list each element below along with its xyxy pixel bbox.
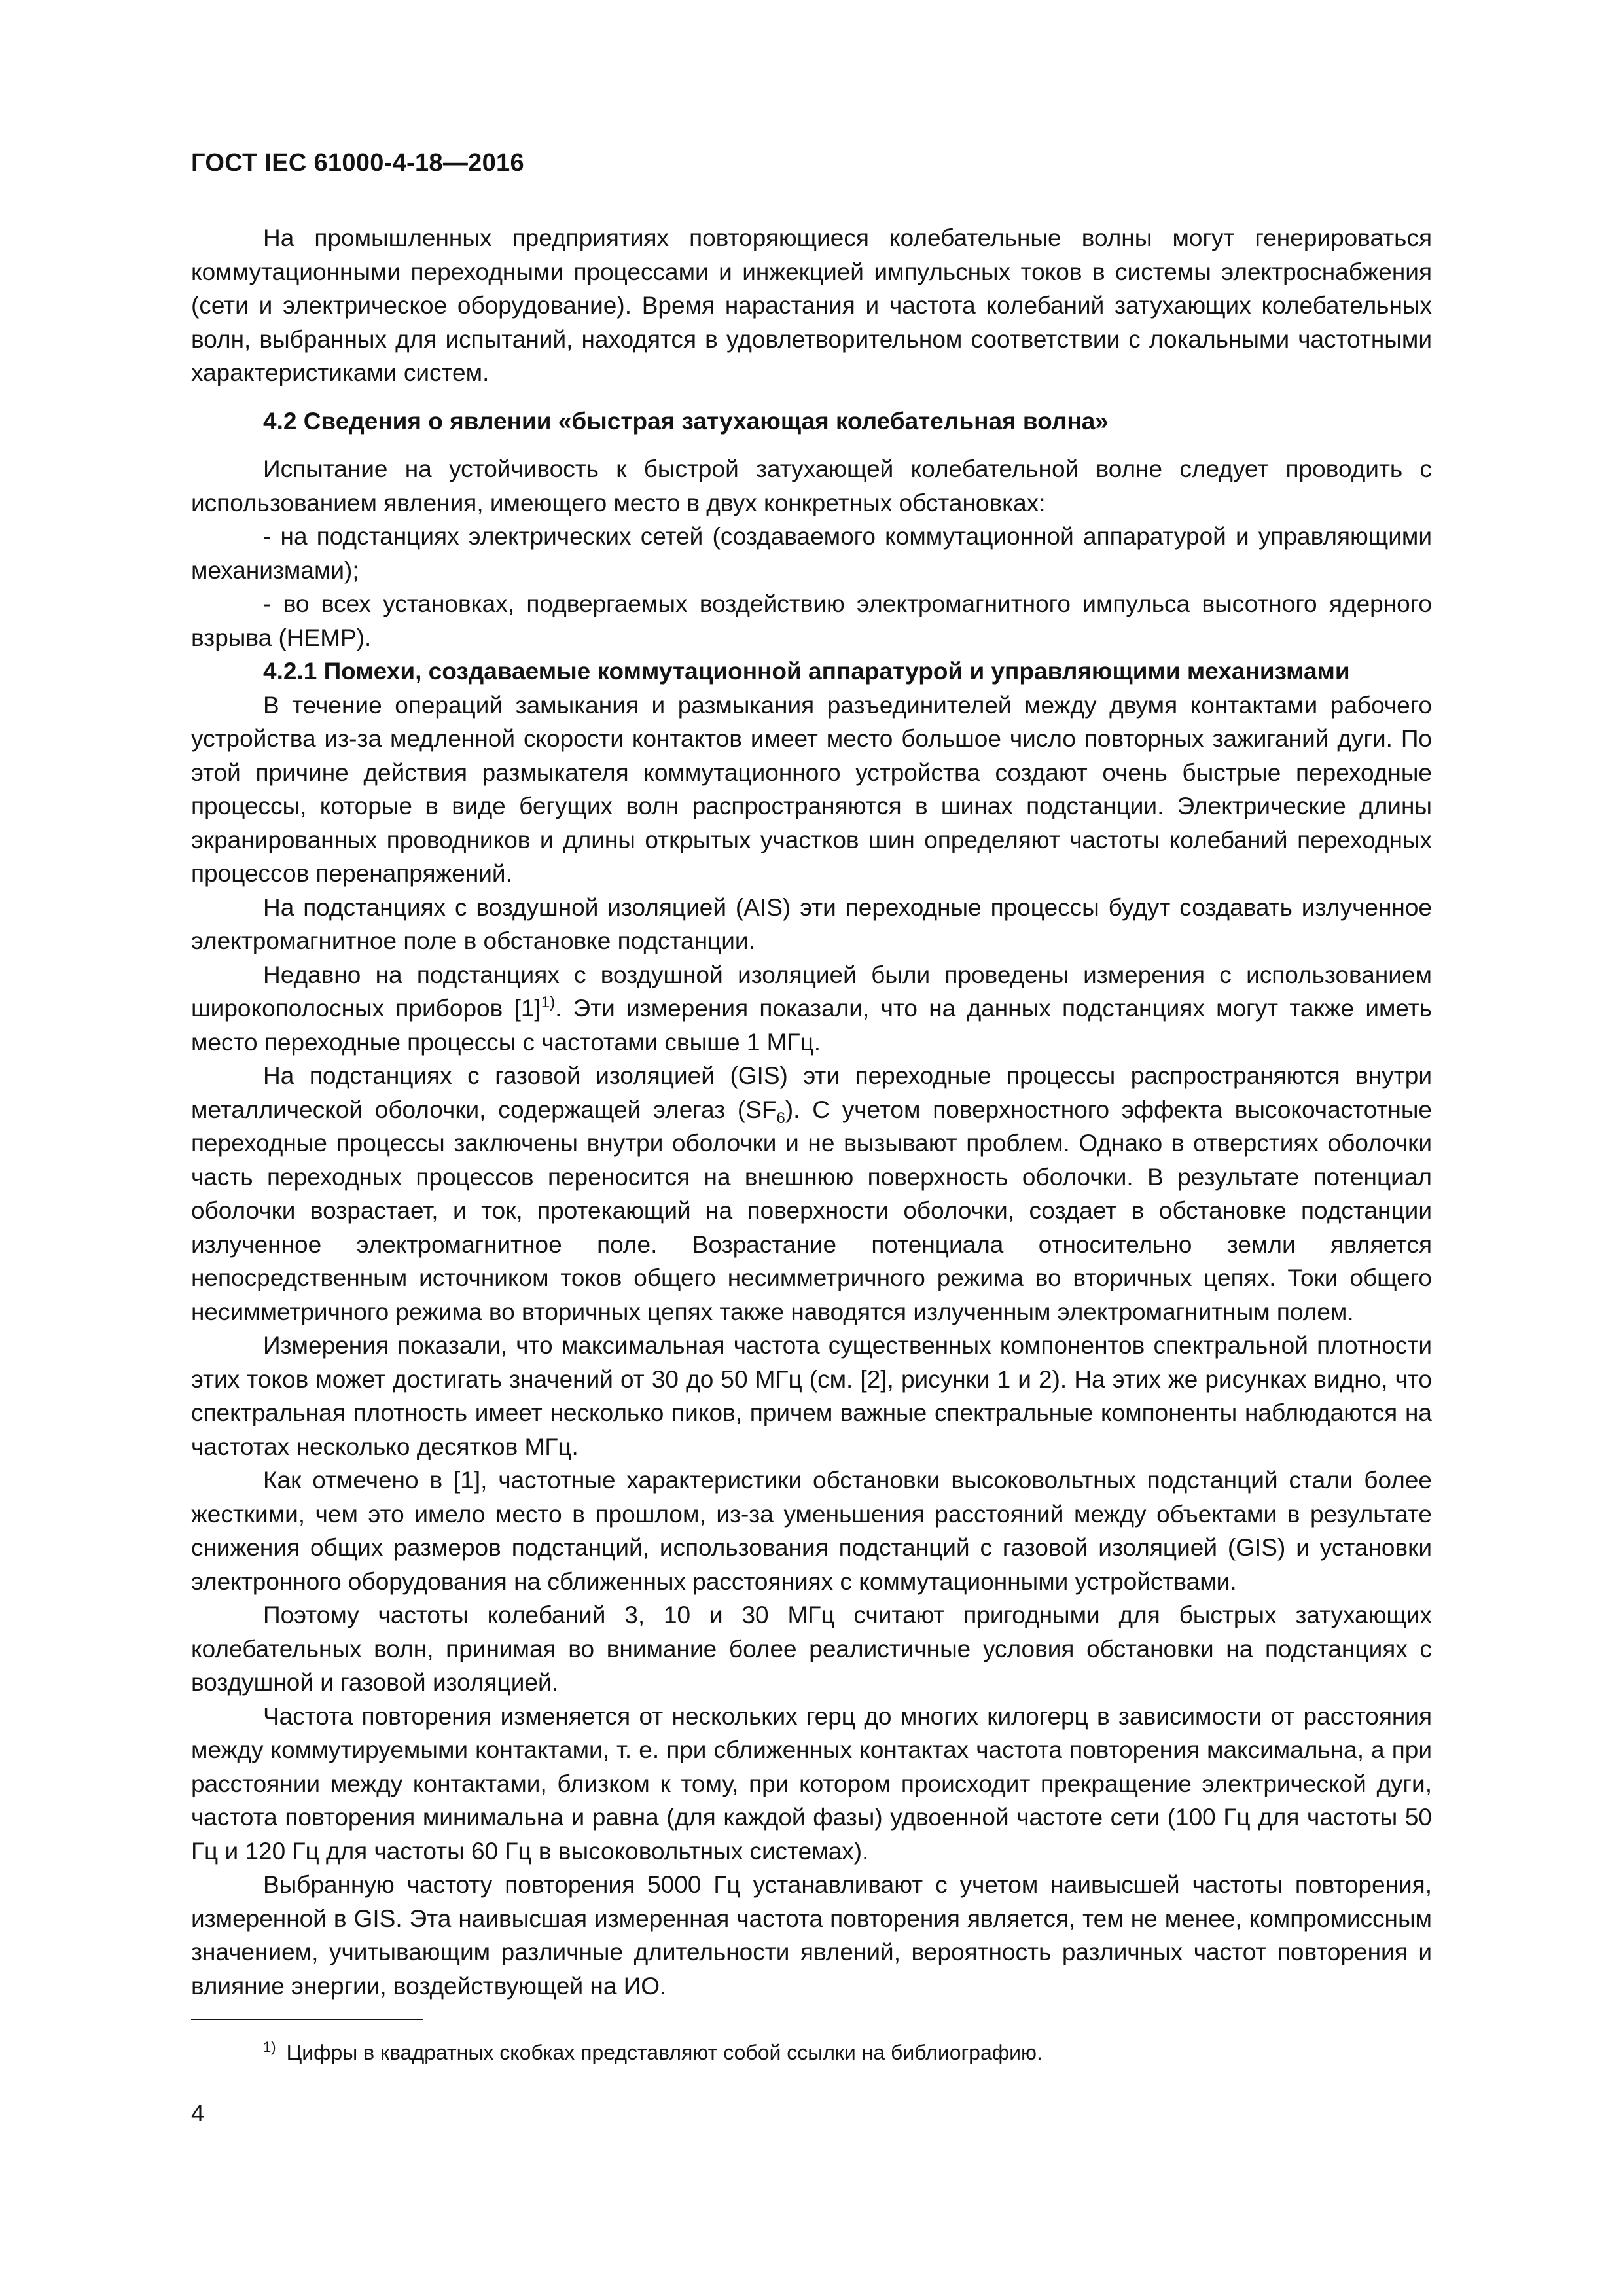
paragraph-text: На подстанциях с газовой изоляцией (GIS) эти переходные процессы распространяются внутри металлической оболочки, содержащей элегаз (SF <box>191 1062 1432 1123</box>
subscript: 6 <box>776 1109 785 1127</box>
list-item: - во всех установках, подвергаемых воздействию электромагнитного импульса высотного ядерного взрыва (НЕМР). <box>191 590 1432 651</box>
footnote-reference: 1) <box>541 994 556 1011</box>
section-heading-4-2-1: 4.2.1 Помехи, создаваемые коммутационной аппаратурой и управляющими механизмами <box>263 658 1350 685</box>
paragraph: Измерения показали, что максимальная частота существенных компонентов спектральной плотности этих токов может достигать значений от 30 до 50 МГц (см. [2], рисунки 1 и 2). На этих же рисунках видно, что спектральная плотность имеет несколько пиков, причем важные спектральные компоненты наблюдаются на частотах несколько десятков МГц. <box>191 1332 1432 1460</box>
paragraph-text: . Эти измерения показали, что на данных подстанциях могут также иметь место переходные процессы с частотами свыше 1 МГц. <box>191 995 1432 1056</box>
footnote-divider <box>191 2019 423 2020</box>
document-body <box>191 221 1432 2003</box>
paragraph <box>191 1059 1432 1329</box>
paragraph: На промышленных предприятиях повторяющиеся колебательные волны могут генерироваться коммутационными переходными процессами и инжекцией импульсных токов в системы электроснабжения (сети и электрическое оборудование). Время нарастания и частота колебаний затухающих колебательных волн, выбранных для испытаний, находятся в удовлетворительном соответствии с локальными частотными характеристиками систем. <box>191 224 1432 386</box>
section-heading-4-2: 4.2 Сведения о явлении «быстрая затухающая колебательная волна» <box>263 407 1109 435</box>
page-number: 4 <box>191 2100 205 2126</box>
paragraph-text: ). С учетом поверхностного эффекта высокочастотные переходные процессы заключены внутри оболочки и не вызывают проблем. Однако в отверстиях оболочки часть переходных процессов переносится на внешнюю поверхность оболочки. В результате потенциал оболочки возрастает, и ток, протекающий на поверхности оболочки, создает в обстановке подстанции излученное электромагнитное поле. Возрастание потенциала относительно земли является непосредственным источником токов общего несимметричного режима во вторичных цепях. Токи общего несимметричного режима во вторичных цепях также наводятся излученным электромагнитным полем. <box>191 1096 1432 1325</box>
paragraph: Поэтому частоты колебаний 3, 10 и 30 МГц считают пригодными для быстрых затухающих колебательных волн, принимая во внимание более реалистичные условия обстановки на подстанциях с воздушной и газовой изоляцией. <box>191 1602 1432 1696</box>
paragraph: На подстанциях с воздушной изоляцией (AIS) эти переходные процессы будут создавать излученное электромагнитное поле в обстановке подстанции. <box>191 893 1432 954</box>
list-item: - на подстанциях электрических сетей (создаваемого коммутационной аппаратурой и управляющими механизмами); <box>191 523 1432 584</box>
paragraph: В течение операций замыкания и размыкания разъединителей между двумя контактами рабочего устройства из-за медленной скорости контактов имеет место большое число повторных зажиганий дуги. По этой причине действия размыкателя коммутационного устройства создают очень быстрые переходные процессы, которые в виде бегущих волн распространяются в шинах подстанции. Электрические длины экранированных проводников и длины открытых участков шин определяют частоты колебаний переходных процессов перенапряжений. <box>191 691 1432 887</box>
paragraph: Частота повторения изменяется от нескольких герц до многих килогерц в зависимости от расстояния между коммутируемыми контактами, т. е. при сближенных контактах частота повторения максимальна, а при расстоянии между контактами, близком к тому, при котором происходит прекращение электрической дуги, частота повторения минимальна и равна (для каждой фазы) удвоенной частоте сети (100 Гц для частоты 50 Гц и 120 Гц для частоты 60 Гц в высоковольтных системах). <box>191 1702 1432 1865</box>
paragraph-text: Недавно на подстанциях с воздушной изоляцией были проведены измерения с использованием широкополосных приборов [1] <box>191 961 1432 1022</box>
footnote-text: Цифры в квадратных скобках представляют собой ссылки на библиографию. <box>286 2041 1043 2064</box>
paragraph: Выбранную частоту повторения 5000 Гц устанавливают с учетом наивысшей частоты повторения, измеренной в GIS. Эта наивысшая измеренная частота повторения является, тем не менее, компромиссным значением, учитывающим различные длительности явлений, вероятность различных частот повторения и влияние энергии, воздействующей на ИО. <box>191 1871 1432 2000</box>
paragraph: Испытание на устойчивость к быстрой затухающей колебательной волне следует проводить с использованием явления, имеющего место в двух конкретных обстановках: <box>191 456 1432 516</box>
paragraph <box>191 958 1432 1060</box>
footnote <box>263 2039 1043 2066</box>
footnote-mark: 1) <box>263 2039 276 2055</box>
paragraph: Как отмечено в [1], частотные характеристики обстановки высоковольтных подстанций стали более жесткими, чем это имело место в прошлом, из-за уменьшения расстояний между объектами в результате снижения общих размеров подстанций, использования подстанций с газовой изоляцией (GIS) и установки электронного оборудования на сближенных расстояниях с коммутационными устройствами. <box>191 1467 1432 1595</box>
document-header: ГОСТ IEC 61000-4-18—2016 <box>191 149 524 177</box>
